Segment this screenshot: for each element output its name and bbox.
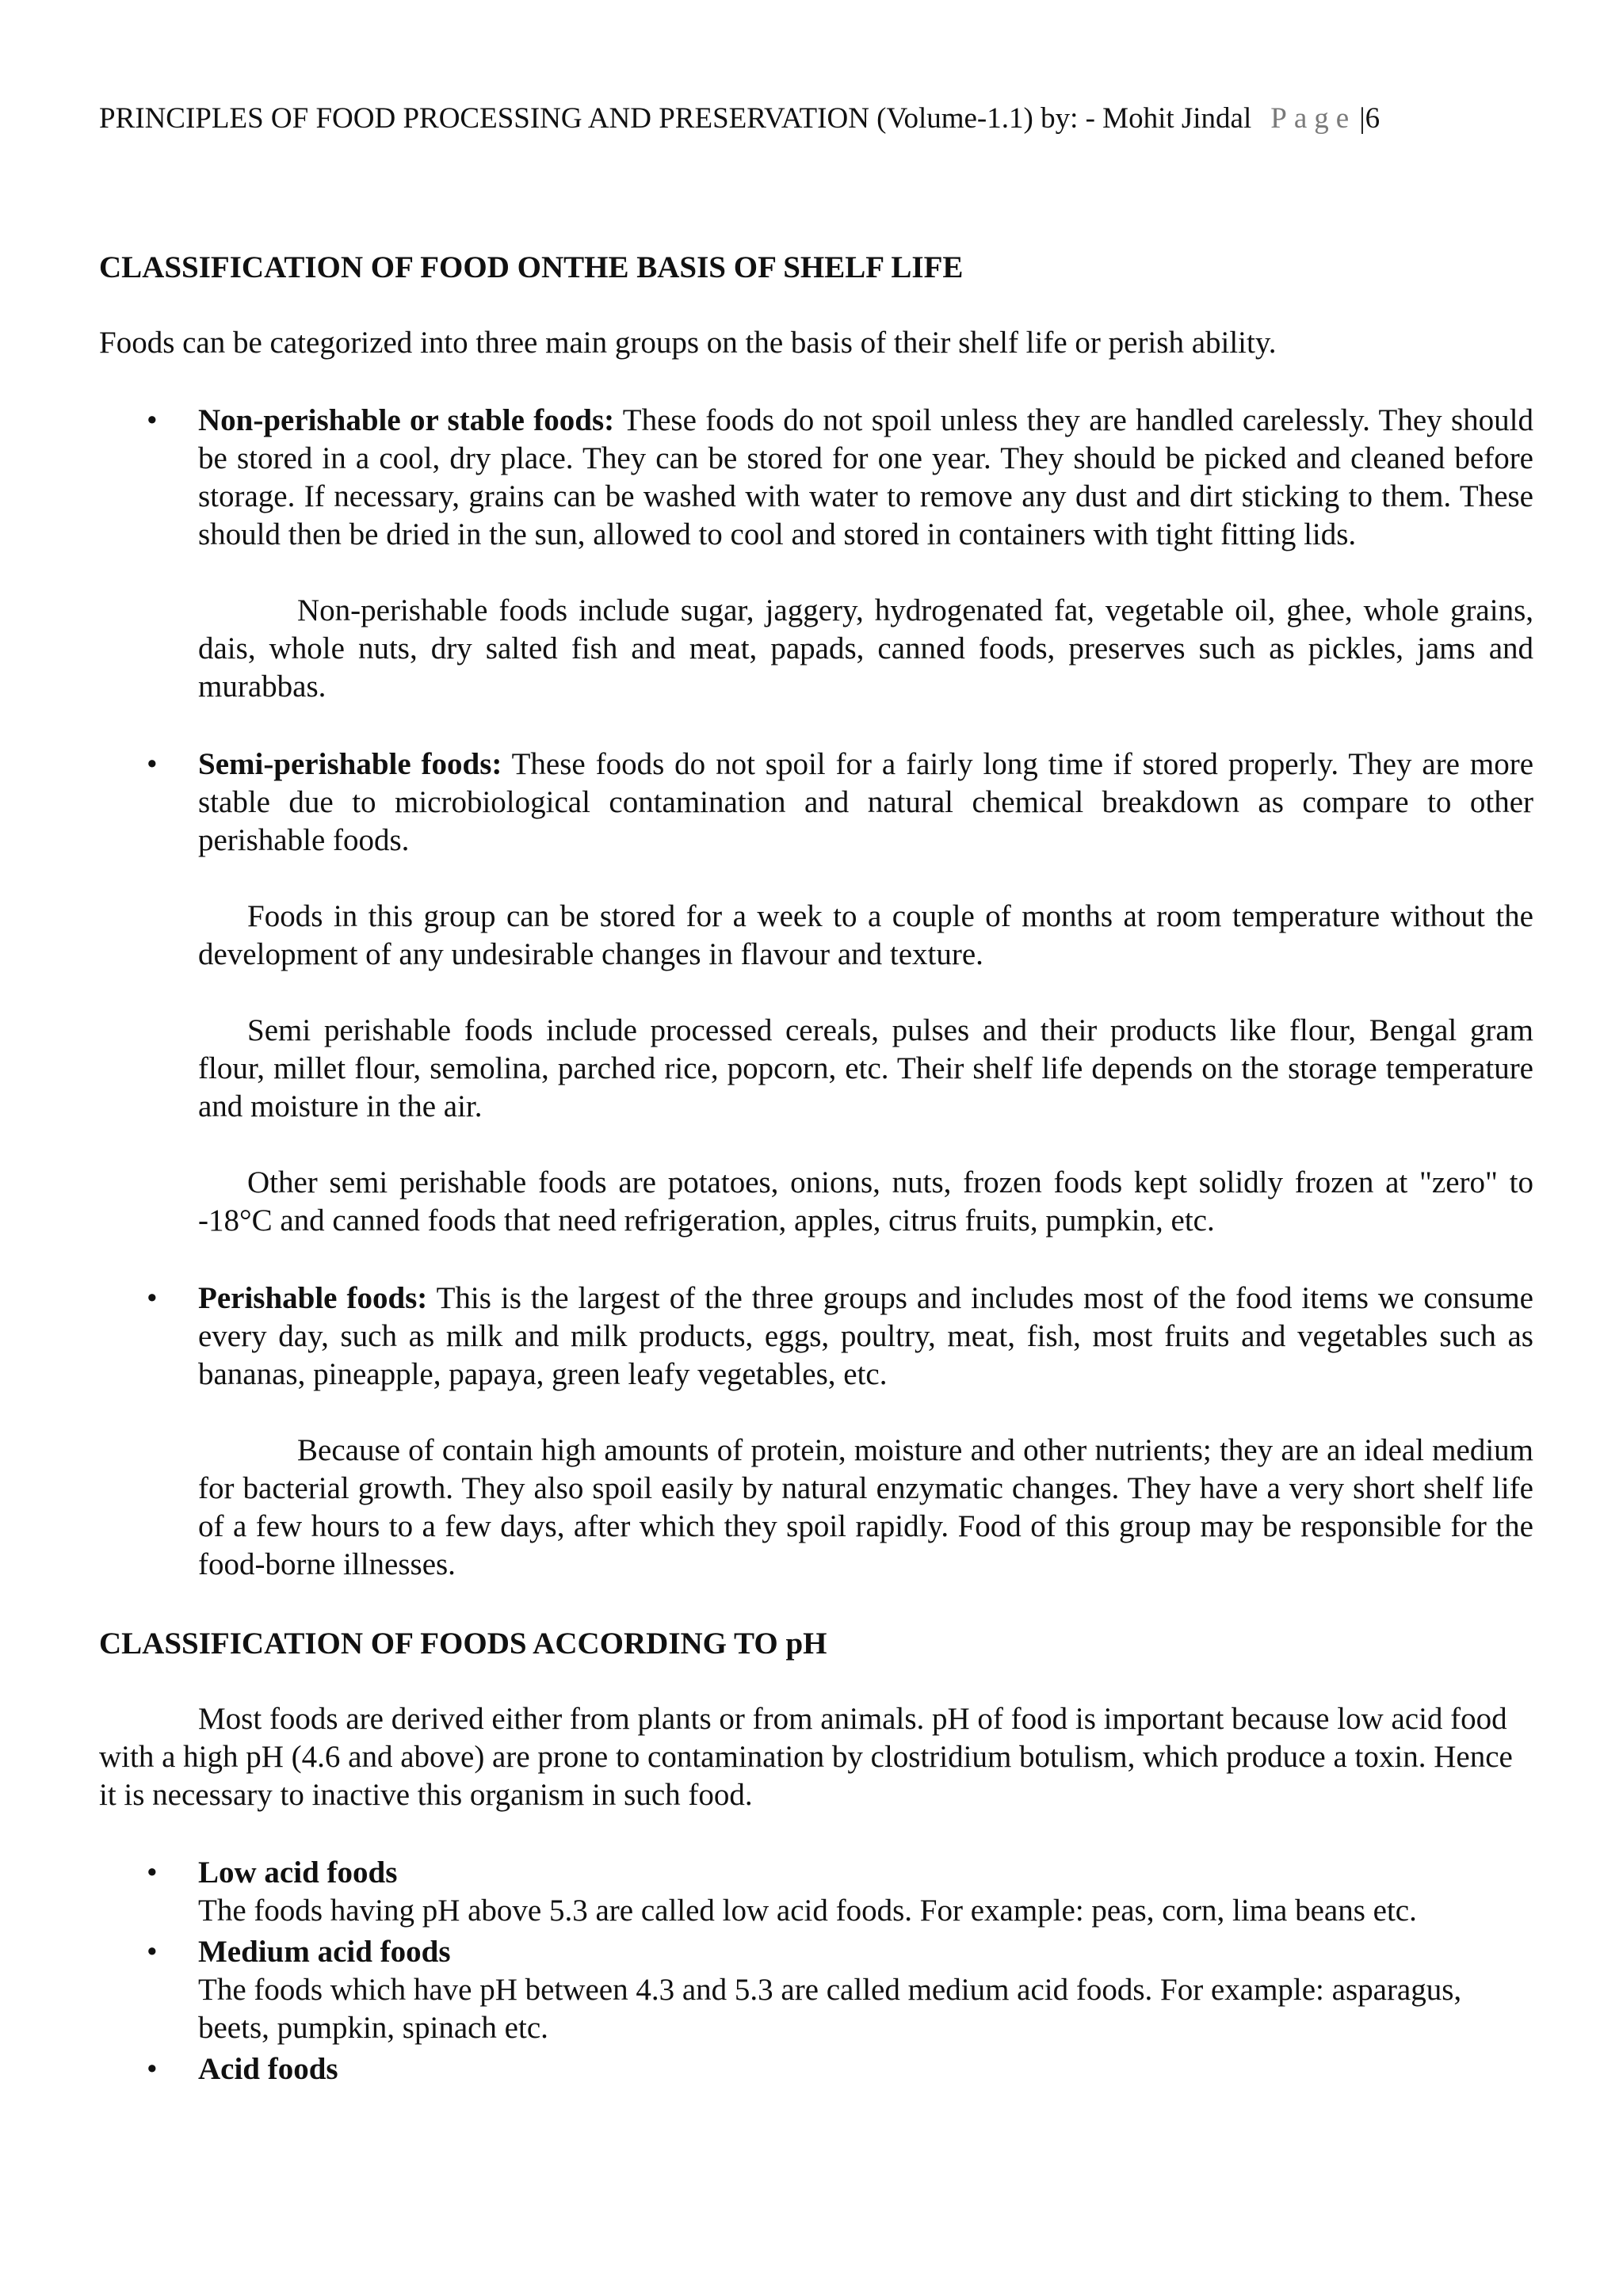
page-number: 6 [1365,102,1381,135]
item-paragraph: Other semi perishable foods are potatoes, onions, nuts, frozen foods kept solidly frozen at "zero" to -18°C and canned foods that need refrigeration, apples, citrus fruits, pumpkin, etc. [198,1165,1533,1238]
item-paragraph: Because of contain high amounts of protein, moisture and other nutrients; they are an ideal medium for bacterial growth. They also spoil easily by natural enzymatic changes. They have a very short shelf life of a few hours to a few days, after which they spoil rapidly. Food of this group may be responsible for the food-borne illnesses. [198,1433,1533,1581]
page-header [99,98,1380,139]
list-item-perishable [99,1280,1533,1584]
shelf-life-list [99,402,1533,1584]
bullet-icon: • [147,1935,158,1969]
item-term [198,1933,1533,1971]
list-item-acid [99,2050,1533,2088]
item-term-text: Low acid foods [198,1855,398,1890]
section-intro-ph: Most foods are derived either from plants or from animals. pH of food is important because low acid food with a high pH (4.6 and above) are prone to contamination by clostridium botulism, which produce a toxin. Hence it is necessary to inactive this organism in such food. [99,1702,1513,1812]
section-intro-shelf-life: Foods can be categorized into three main groups on the basis of their shelf life or perish ability. [99,326,1277,360]
page-label: Page [1270,102,1357,135]
item-term [198,2050,1533,2088]
bullet-icon: • [147,1855,158,1890]
section-title-shelf-life: CLASSIFICATION OF FOOD ONTHE BASIS OF SHELF LIFE [99,250,964,284]
page-content [99,247,1533,2092]
item-paragraph: Foods in this group can be stored for a week to a couple of months at room temperature without the development of any undesirable changes in flavour and texture. [198,899,1533,971]
item-lead-paragraph [198,1280,1533,1394]
item-text: The foods having pH above 5.3 are called low acid foods. For example: peas, corn, lima beans etc. [198,1894,1417,1928]
bullet-icon: • [147,1281,158,1315]
page-separator: | [1359,102,1365,135]
item-text: The foods which have pH between 4.3 and 5.3 are called medium acid foods. For example: asparagus, beets, pumpkin, spinach etc. [198,1973,1462,2045]
list-item-semi-perishable [99,746,1533,1240]
section-title-ph: CLASSIFICATION OF FOODS ACCORDING TO pH [99,1627,827,1661]
item-lead-paragraph [198,746,1533,860]
item-paragraph: Semi perishable foods include processed cereals, pulses and their products like flour, Bengal gram flour, millet flour, semolina, parched rice, popcorn, etc. Their shelf life depends on the storage temperature and moisture in the air. [198,1013,1533,1123]
item-term: Non-perishable or stable foods: [198,403,615,437]
list-item-low-acid [99,1854,1533,1930]
list-item-medium-acid [99,1933,1533,2047]
item-text: This is the largest of the three groups and includes most of the food items we consume every day, such as milk and milk products, eggs, poultry, meat, fish, most fruits and vegetables such as bananas, pineapple, papaya, green leafy vegetables, etc. [198,1281,1533,1391]
bullet-icon: • [147,403,158,437]
item-term-text: Medium acid foods [198,1935,451,1969]
item-text: These foods do not spoil for a fairly long time if stored properly. They are more stable due to microbiological contamination and natural chemical breakdown as compare to other perishable foods. [198,747,1534,857]
bullet-icon: • [147,2052,158,2086]
item-paragraph: Non-perishable foods include sugar, jaggery, hydrogenated fat, vegetable oil, ghee, whole grains, dais, whole nuts, dry salted fish and meat, papads, canned foods, preserves such as pickles, jams and murabbas. [198,593,1533,704]
item-term: Perishable foods: [198,1281,428,1315]
item-term-text: Acid foods [198,2052,338,2086]
item-lead-paragraph [198,402,1533,554]
item-term [198,1854,1533,1892]
list-item-non-perishable [99,402,1533,706]
ph-section [99,1623,1533,2088]
ph-list [99,1854,1533,2088]
running-title: PRINCIPLES OF FOOD PROCESSING AND PRESERVATION (Volume-1.1) by: - Mohit Jindal [99,102,1252,135]
item-text: These foods do not spoil unless they are handled carelessly. They should be stored in a cool, dry place. They can be stored for one year. They should be picked and cleaned before storage. If necessary, grains can be washed with water to remove any dust and dirt sticking to them. These should then be dried in the sun, allowed to cool and stored in containers with tight fitting lids. [198,403,1533,551]
item-term: Semi-perishable foods: [198,747,502,781]
bullet-icon: • [147,747,158,781]
